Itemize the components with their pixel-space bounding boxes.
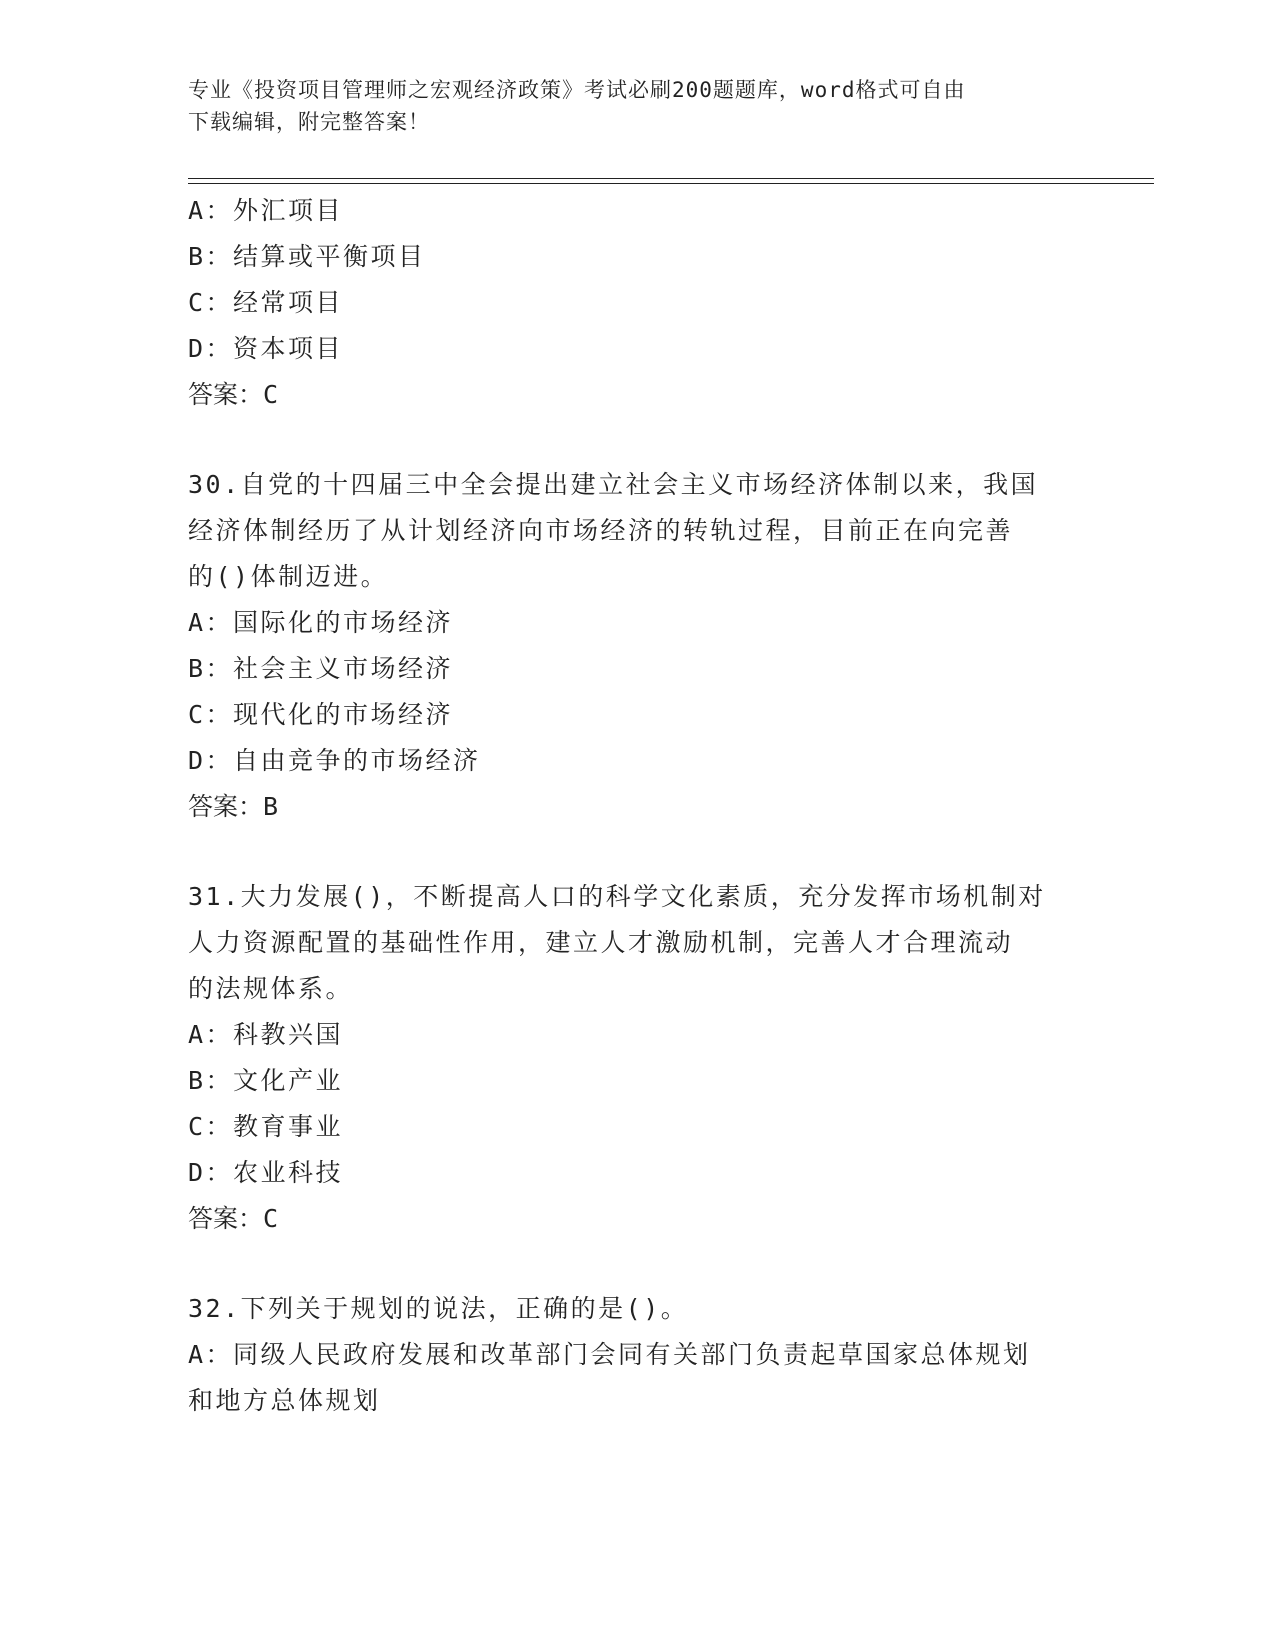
answer-line — [188, 784, 1088, 830]
question-stem-line: 31.大力发展()，不断提高人口的科学文化素质，充分发挥市场机制对 — [188, 882, 1046, 911]
option-a: A：科教兴国 — [188, 1020, 344, 1049]
question-31-block — [188, 874, 1088, 1242]
option-a: A：同级人民政府发展和改革部门会同有关部门负责起草国家总体规划 — [188, 1340, 1031, 1369]
answer-line — [188, 1196, 1088, 1242]
option-b: B：文化产业 — [188, 1066, 344, 1095]
question-stem-line: 的法规体系。 — [188, 974, 354, 1003]
option-c: C：教育事业 — [188, 1112, 344, 1141]
question-stem-line: 经济体制经历了从计划经济向市场经济的转轨过程，目前正在向完善 — [188, 516, 1014, 545]
document-header — [188, 74, 1068, 138]
option-d: D：自由竞争的市场经济 — [188, 746, 481, 775]
question-stem-line: 30.自党的十四届三中全会提出建立社会主义市场经济体制以来，我国 — [188, 470, 1039, 499]
header-line-2: 下载编辑，附完整答案！ — [188, 110, 430, 134]
option-a: A：国际化的市场经济 — [188, 608, 454, 637]
answer-line — [188, 372, 1088, 418]
spacer — [188, 830, 1088, 874]
option-d: D：资本项目 — [188, 334, 344, 363]
spacer — [188, 418, 1088, 462]
answer-label: 答案： — [188, 380, 264, 409]
answer-value: C — [263, 1204, 281, 1233]
option-a: A：外汇项目 — [188, 196, 344, 225]
option-b: B：社会主义市场经济 — [188, 654, 454, 683]
header-line-1: 专业《投资项目管理师之宏观经济政策》考试必刷200题题库，word格式可自由 — [188, 78, 966, 102]
question-29-block — [188, 188, 1088, 418]
option-a-continuation: 和地方总体规划 — [188, 1386, 381, 1415]
answer-label: 答案： — [188, 1204, 264, 1233]
header-divider-top — [188, 178, 1154, 179]
document-body — [188, 188, 1088, 1424]
option-c: C：现代化的市场经济 — [188, 700, 454, 729]
question-stem-line: 的()体制迈进。 — [188, 562, 389, 591]
answer-label: 答案： — [188, 792, 264, 821]
answer-value: B — [263, 792, 281, 821]
question-stem-line: 人力资源配置的基础性作用，建立人才激励机制，完善人才合理流动 — [188, 928, 1014, 957]
option-d: D：农业科技 — [188, 1158, 344, 1187]
question-32-block — [188, 1286, 1088, 1424]
header-divider-bottom — [188, 183, 1154, 184]
spacer — [188, 1242, 1088, 1286]
option-c: C：经常项目 — [188, 288, 344, 317]
question-stem-line: 32.下列关于规划的说法，正确的是()。 — [188, 1294, 689, 1323]
option-b: B：结算或平衡项目 — [188, 242, 426, 271]
question-30-block — [188, 462, 1088, 830]
answer-value: C — [263, 380, 281, 409]
